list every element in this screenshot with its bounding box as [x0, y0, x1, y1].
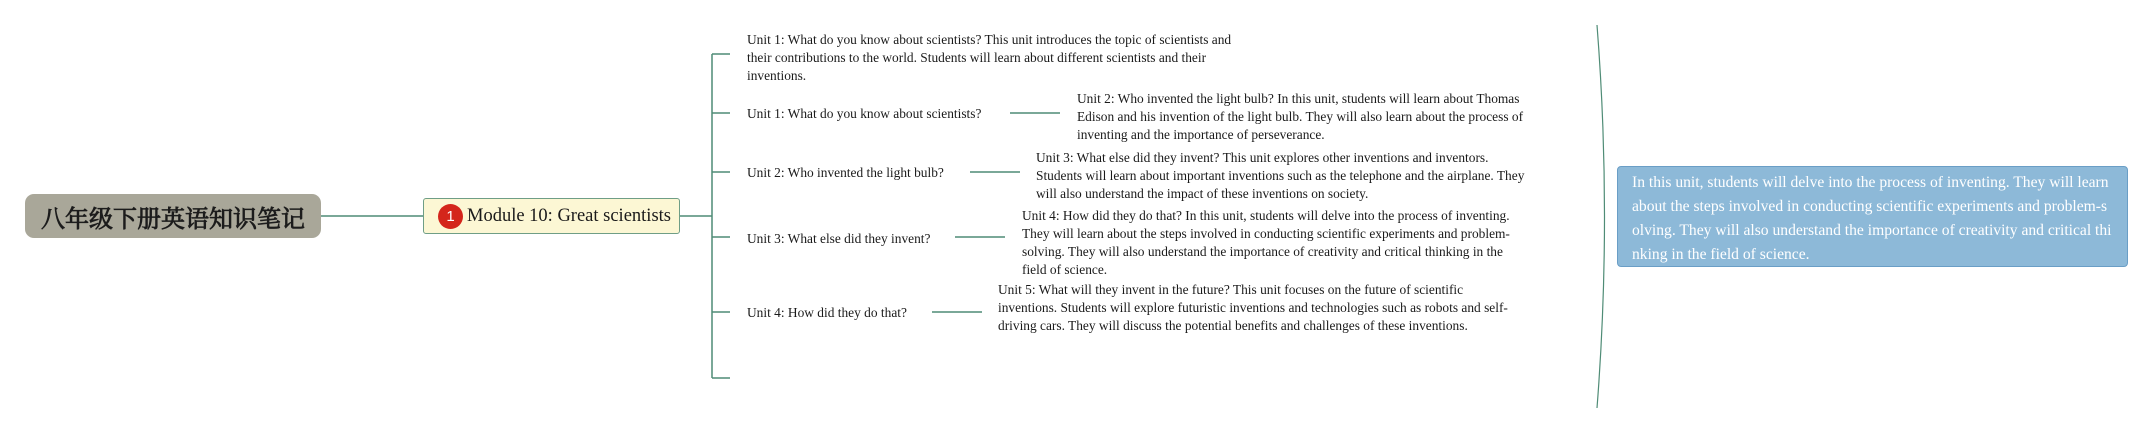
branch-5-label[interactable]: Unit 4: How did they do that?: [747, 305, 907, 320]
branch-3-label[interactable]: Unit 2: Who invented the light bulb?: [747, 165, 944, 180]
branch-2-label[interactable]: Unit 1: What do you know about scientists?: [747, 106, 982, 121]
callout-summary[interactable]: In this unit, students will delve into the process of inventing. They will learn about the steps involved in conducting scientific experiments and problem-solving. They will also understand the importance of creativity and critical thinking in the field of science.: [1617, 166, 2128, 267]
module-title: Module 10: Great scientists: [467, 205, 671, 226]
module-number-badge: 1: [438, 204, 463, 229]
branch-2-description[interactable]: Unit 2: Who invented the light bulb? In this unit, students will learn about Thomas Edison and his invention of the light bulb. They will also learn about the process of inventing and the importance of perseverance.: [1077, 91, 1524, 142]
branch-5-description[interactable]: Unit 5: What will they invent in the future? This unit focuses on the future of scientific inventions. Students will explore futuristic inventions and technologies such as robots and self-driving cars. They will discuss the potential benefits and challenges of these inventions.: [998, 282, 1508, 333]
branch-3-description[interactable]: Unit 3: What else did they invent? This unit explores other inventions and inventors. Students will learn about important inventions such as the telephone and the airplane. They will also understand the impact of these inventions on society.: [1036, 150, 1525, 201]
branch-1-description[interactable]: Unit 1: What do you know about scientists? This unit introduces the topic of scientists and their contributions to the world. Students will learn about different scientists and their inventions.: [747, 32, 1232, 83]
root-node[interactable]: 八年级下册英语知识笔记: [25, 194, 321, 238]
branch-4-label[interactable]: Unit 3: What else did they invent?: [747, 231, 931, 246]
module-node[interactable]: [423, 198, 680, 234]
callout-bracket: [1597, 25, 1605, 408]
branch-4-description[interactable]: Unit 4: How did they do that? In this unit, students will delve into the process of inventing. They will learn about the steps involved in conducting scientific experiments and problem-solving. They will also understand the importance of creativity and critical thinking in the field of science.: [1022, 208, 1510, 277]
